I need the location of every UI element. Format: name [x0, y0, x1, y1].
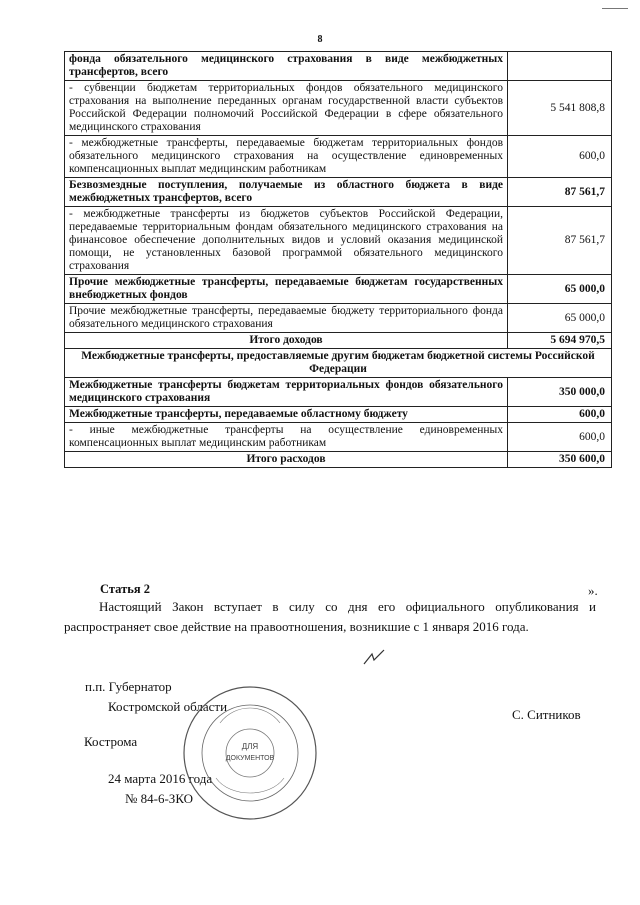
place: Кострома — [84, 734, 138, 749]
row-amount: 350 000,0 — [508, 378, 612, 407]
table-row — [65, 81, 612, 136]
signatory-name: С. Ситников — [512, 707, 581, 722]
table-row — [65, 407, 612, 423]
row-description: Прочие межбюджетные трансферты, передаваемые бюджетам государственных внебюджетных фондов — [65, 275, 508, 304]
table-row — [65, 275, 612, 304]
row-amount: 87 561,7 — [508, 178, 612, 207]
table-row — [65, 333, 612, 349]
section-heading: Межбюджетные трансферты, предоставляемые другим бюджетам бюджетной системы Российской Федерации — [65, 349, 612, 378]
row-amount: 87 561,7 — [508, 207, 612, 275]
page-number: 8 — [317, 34, 323, 45]
table-row — [65, 452, 612, 468]
signatory-title: п.п. Губернатор — [85, 679, 172, 694]
article-title: Статья 2 — [100, 582, 150, 596]
row-amount — [508, 52, 612, 81]
row-description: фонда обязательного медицинского страхования в виде межбюджетных трансфертов, всего — [65, 52, 508, 81]
table-row — [65, 423, 612, 452]
row-description: Межбюджетные трансферты, передаваемые областному бюджету — [65, 407, 508, 423]
stamp-text-1: ДЛЯ — [241, 742, 259, 751]
row-amount: 350 600,0 — [508, 452, 612, 468]
article-text: Настоящий Закон вступает в силу со дня его официального опубликования и распространяет свое действие на правоотношения, возникшие с 1 января 2016 года. — [64, 599, 596, 634]
table-row — [65, 52, 612, 81]
row-description: - субвенции бюджетам территориальных фондов обязательного медицинского страхования на выполнение переданных органам государственной власти субъектов Российской Федерации полномочий Российской Федерации в сфере обязательного медицинского страхования — [65, 81, 508, 136]
row-description: Итого доходов — [65, 333, 508, 349]
official-stamp — [180, 683, 320, 823]
row-description: Безвозмездные поступления, получаемые из областного бюджета в виде межбюджетных трансфертов, всего — [65, 178, 508, 207]
row-description: - межбюджетные трансферты, передаваемые бюджетам территориальных фондов обязательного медицинского страхования на осуществление единовременных компенсационных выплат медицинским работникам — [65, 136, 508, 178]
table-row — [65, 304, 612, 333]
stamp-text-2: ДОКУМЕНТОВ — [225, 755, 275, 762]
closing-quote: ». — [588, 583, 598, 598]
row-description: - иные межбюджетные трансферты на осуществление единовременных компенсационных выплат медицинским работникам — [65, 423, 508, 452]
row-amount: 65 000,0 — [508, 275, 612, 304]
row-amount: 65 000,0 — [508, 304, 612, 333]
table-row — [65, 207, 612, 275]
row-amount: 5 541 808,8 — [508, 81, 612, 136]
budget-table-body — [65, 52, 612, 468]
initials-mark — [360, 648, 390, 668]
row-amount: 600,0 — [508, 423, 612, 452]
law-date: 24 марта 2016 года — [108, 771, 213, 786]
row-description: Прочие межбюджетные трансферты, передаваемые бюджету территориального фонда обязательного медицинского страхования — [65, 304, 508, 333]
law-number: № 84-6-ЗКО — [125, 791, 194, 806]
row-amount: 600,0 — [508, 407, 612, 423]
row-amount: 600,0 — [508, 136, 612, 178]
budget-table — [64, 51, 612, 468]
row-description: - межбюджетные трансферты из бюджетов субъектов Российской Федерации, передаваемые территориальным фондам обязательного медицинского страхования на финансовое обеспечение дополнительных видов и условий оказания медицинской помощи, не установленных базовой программой обязательного медицинского страхования — [65, 207, 508, 275]
table-row — [65, 136, 612, 178]
table-row — [65, 178, 612, 207]
row-description: Межбюджетные трансферты бюджетам территориальных фондов обязательного медицинского страхования — [65, 378, 508, 407]
signatory-region: Костромской области — [108, 699, 228, 714]
row-amount: 5 694 970,5 — [508, 333, 612, 349]
corner-mark — [602, 8, 628, 10]
table-row — [65, 378, 612, 407]
row-description: Итого расходов — [65, 452, 508, 468]
table-row — [65, 349, 612, 378]
